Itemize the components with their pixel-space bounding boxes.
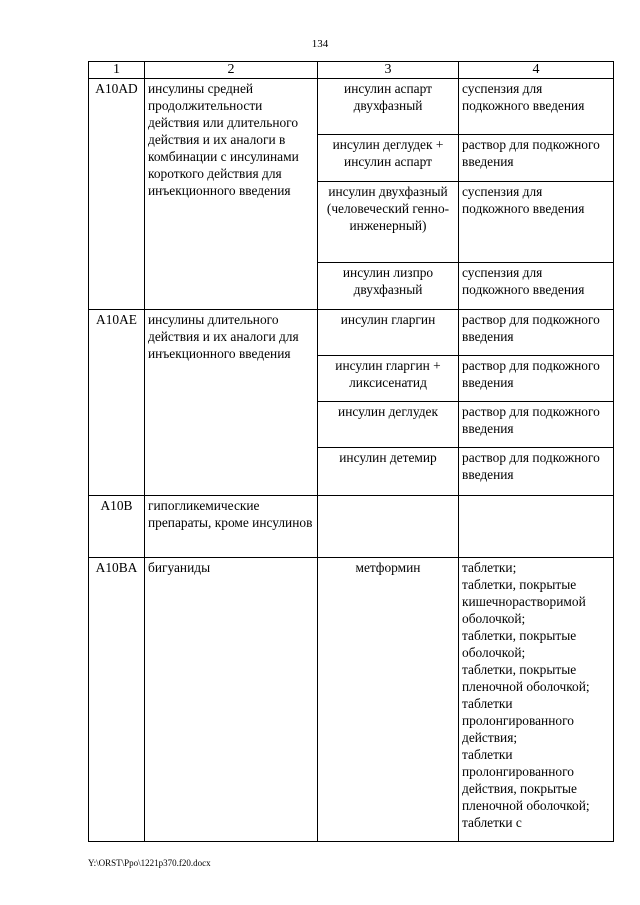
dosage-form-line: таблетки, покрытые кишечнорастворимой оболочкой;: [462, 577, 586, 626]
empty-cell: [459, 496, 614, 558]
drug-name-cell: инсулин деглудек: [318, 402, 459, 448]
dosage-form-line: таблетки;: [462, 560, 517, 575]
group-description-cell: инсулины длительного действия и их аналоги для инъекционного введения: [145, 310, 318, 496]
page-number: 134: [311, 38, 329, 50]
dosage-form-cell: раствор для подкожного введения: [459, 356, 614, 402]
header-cell-2: 2: [145, 62, 318, 79]
group-description-cell: бигуаниды: [145, 558, 318, 842]
table-row: [89, 558, 614, 842]
drug-name-cell: инсулин двухфазный (человеческий генно-инженерный): [318, 182, 459, 263]
empty-cell: [318, 496, 459, 558]
atc-code-cell: A10BA: [89, 558, 145, 842]
drug-name-cell: инсулин аспарт двухфазный: [318, 79, 459, 135]
header-cell-3: 3: [318, 62, 459, 79]
atc-code-cell: A10AD: [89, 79, 145, 310]
drug-name-cell: инсулин гларгин + ликсисенатид: [318, 356, 459, 402]
header-row: [89, 62, 614, 79]
group-description-cell: инсулины средней продолжительности действия или длительного действия и их аналоги в комбинации с инсулинами короткого действия для инъекционного введения: [145, 79, 318, 310]
document-path-footer: Y:\ORST\Ppo\1221p370.f20.docx: [88, 858, 211, 868]
dosage-form-cell: суспензия для подкожного введения: [459, 182, 614, 263]
drug-name-cell: метформин: [318, 558, 459, 842]
dosage-form-line: таблетки пролонгированного действия, покрытые пленочной оболочкой;: [462, 747, 590, 813]
table-row: [89, 79, 614, 135]
atc-code-cell: A10B: [89, 496, 145, 558]
dosage-form-cell: раствор для подкожного введения: [459, 310, 614, 356]
table-row: [89, 310, 614, 356]
group-description-cell: гипогликемические препараты, кроме инсулинов: [145, 496, 318, 558]
drug-name-cell: инсулин гларгин: [318, 310, 459, 356]
medication-table: [88, 61, 614, 842]
dosage-form-line: таблетки пролонгированного действия;: [462, 696, 574, 745]
dosage-form-cell: раствор для подкожного введения: [459, 448, 614, 496]
dosage-form-line: таблетки, покрытые пленочной оболочкой;: [462, 662, 590, 694]
dosage-form-cell: суспензия для подкожного введения: [459, 263, 614, 310]
header-cell-1: 1: [89, 62, 145, 79]
table-row: [89, 496, 614, 558]
drug-name-cell: инсулин лизпро двухфазный: [318, 263, 459, 310]
atc-code-cell: A10AE: [89, 310, 145, 496]
dosage-form-cell: суспензия для подкожного введения: [459, 79, 614, 135]
dosage-form-line: таблетки с: [462, 815, 522, 830]
dosage-form-cell: раствор для подкожного введения: [459, 135, 614, 182]
drug-name-cell: инсулин детемир: [318, 448, 459, 496]
dosage-forms-cell: [459, 558, 614, 842]
dosage-form-line: таблетки, покрытые оболочкой;: [462, 628, 577, 660]
drug-name-cell: инсулин деглудек + инсулин аспарт: [318, 135, 459, 182]
header-cell-4: 4: [459, 62, 614, 79]
dosage-form-cell: раствор для подкожного введения: [459, 402, 614, 448]
